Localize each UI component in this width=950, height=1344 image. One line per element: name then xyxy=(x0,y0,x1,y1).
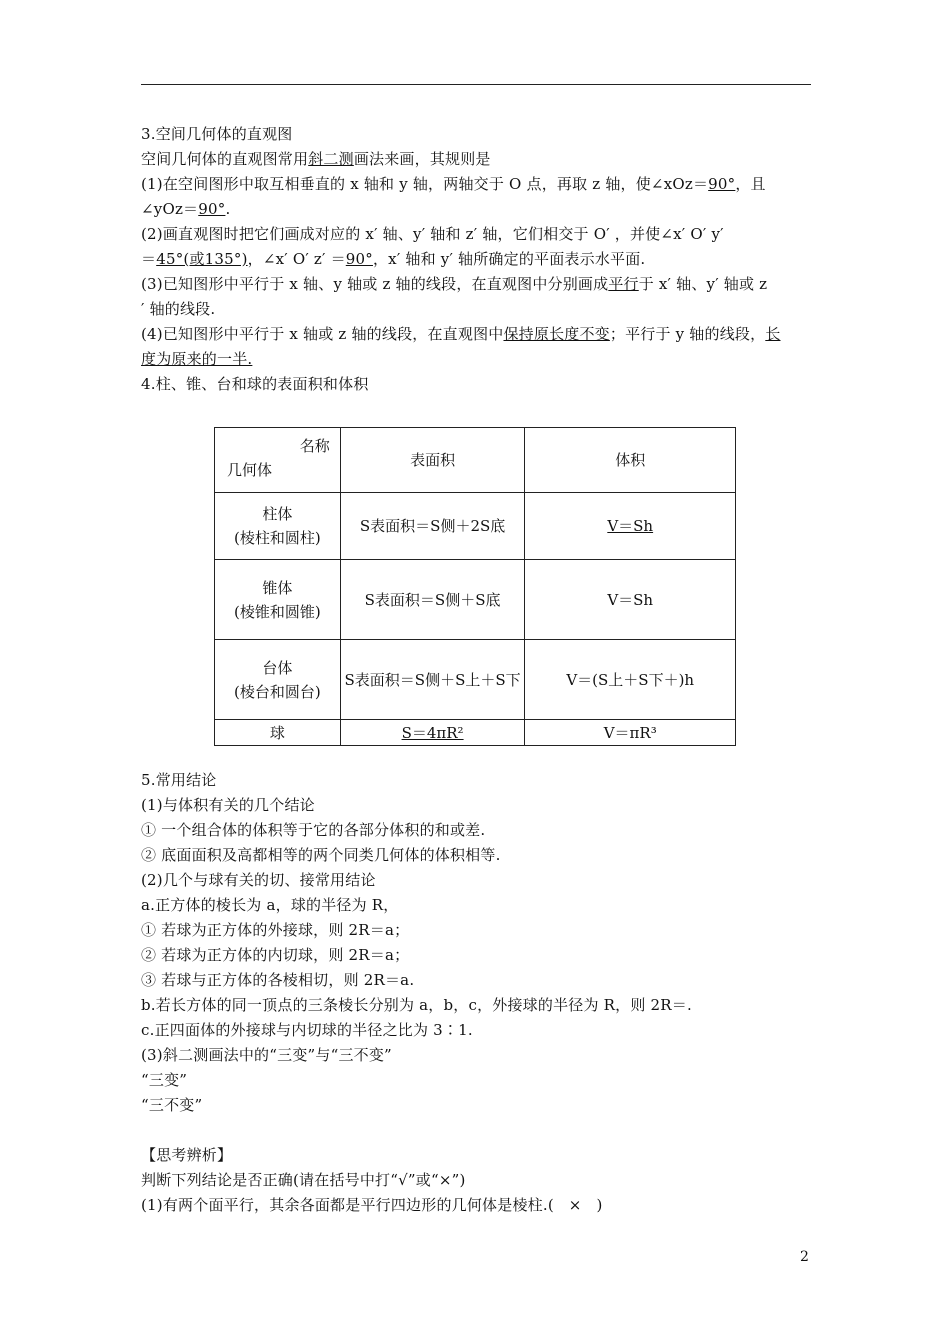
think-title: 【思考辨析】 xyxy=(141,1146,233,1164)
solid-cell: 柱体 (棱柱和圆柱) xyxy=(215,493,341,560)
solid-cell: 球 xyxy=(215,720,341,746)
think-question-1: (1)有两个面平行，其余各面都是平行四边形的几何体是棱柱.( × ) xyxy=(141,1196,603,1214)
surface-cell: S＝4πR² xyxy=(340,720,525,746)
table-row xyxy=(215,720,736,746)
formula-table xyxy=(214,427,736,746)
s5-b: b.若长方体的同一顶点的三条棱长分别为 a，b，c，外接球的半径为 R，则 2R＝. xyxy=(141,996,692,1014)
corner-label-solid: 几何体 xyxy=(227,461,273,479)
surface-cell: S表面积＝S侧＋S底 xyxy=(340,560,525,640)
section-3-intro: 空间几何体的直观图常用斜二测画法来画，其规则是 xyxy=(141,150,491,168)
s5-a3: ③ 若球与正方体的各棱相切，则 2R＝a. xyxy=(141,971,415,989)
rule-4-line-a: (4)已知图形中平行于 x 轴或 z 轴的线段，在直观图中保持原长度不变；平行于 y 轴的线段，长 xyxy=(141,325,781,343)
s5-p3: (3)斜二测画法中的“三变”与“三不变” xyxy=(141,1046,392,1064)
rule-2-line-a: (2)画直观图时把它们画成对应的 x′ 轴、y′ 轴和 z′ 轴，它们相交于 O′ ，并使∠x′ O′ y′ xyxy=(141,225,724,243)
s5-p1a: ① 一个组合体的体积等于它的各部分体积的和或差. xyxy=(141,821,486,839)
solid-cell: 锥体 (棱锥和圆锥) xyxy=(215,560,341,640)
rule-2-line-b: ＝45°(或135°)，∠x′ O′ z′ ＝90°，x′ 轴和 y′ 轴所确定的平面表示水平面. xyxy=(141,250,646,268)
header-volume: 体积 xyxy=(525,428,736,493)
page-number: 2 xyxy=(800,1249,809,1265)
s5-q2: “三不变” xyxy=(141,1096,203,1114)
s5-a2: ② 若球为正方体的内切球，则 2R＝a； xyxy=(141,946,410,964)
rule-4-line-b: 度为原来的一半. xyxy=(141,350,253,368)
rule-1-line-b: ∠yOz＝90°. xyxy=(141,200,231,218)
s5-p1b: ② 底面面积及高都相等的两个同类几何体的体积相等. xyxy=(141,846,501,864)
table-row xyxy=(215,640,736,720)
volume-cell: V＝Sh xyxy=(525,560,736,640)
s5-a: a.正方体的棱长为 a，球的半径为 R， xyxy=(141,896,399,914)
header-surface: 表面积 xyxy=(340,428,525,493)
s5-p2: (2)几个与球有关的切、接常用结论 xyxy=(141,871,376,889)
solid-cell: 台体 (棱台和圆台) xyxy=(215,640,341,720)
table-row xyxy=(215,493,736,560)
section-5-title: 5.常用结论 xyxy=(141,771,217,789)
s5-a1: ① 若球为正方体的外接球，则 2R＝a； xyxy=(141,921,410,939)
surface-cell: S表面积＝S侧＋S上＋S下 xyxy=(340,640,525,720)
section-3-title: 3.空间几何体的直观图 xyxy=(141,125,293,143)
corner-label-name: 名称 xyxy=(299,437,330,455)
volume-cell: V＝Sh xyxy=(525,493,736,560)
volume-cell: V＝(S上＋S下＋)h xyxy=(525,640,736,720)
rule-1-line-a: (1)在空间图形中取互相垂直的 x 轴和 y 轴，两轴交于 O 点，再取 z 轴，使∠xOz＝90°，且 xyxy=(141,175,766,193)
s5-p1: (1)与体积有关的几个结论 xyxy=(141,796,315,814)
s5-c: c.正四面体的外接球与内切球的半径之比为 3∶1. xyxy=(141,1021,473,1039)
table-corner-cell xyxy=(215,428,341,493)
rule-3-line-a: (3)已知图形中平行于 x 轴、y 轴或 z 轴的线段，在直观图中分别画成平行于 x′ 轴、y′ 轴或 z xyxy=(141,275,768,293)
volume-cell: V＝πR³ xyxy=(525,720,736,746)
section-4-title: 4.柱、锥、台和球的表面积和体积 xyxy=(141,375,369,393)
think-instruction: 判断下列结论是否正确(请在括号中打“√”或“×”) xyxy=(141,1171,466,1189)
surface-cell: S表面积＝S侧＋2S底 xyxy=(340,493,525,560)
table-header-row xyxy=(215,428,736,493)
header-rule xyxy=(141,84,811,85)
s5-q1: “三变” xyxy=(141,1071,188,1089)
rule-3-line-b: ′ 轴的线段. xyxy=(141,300,216,318)
table-row xyxy=(215,560,736,640)
